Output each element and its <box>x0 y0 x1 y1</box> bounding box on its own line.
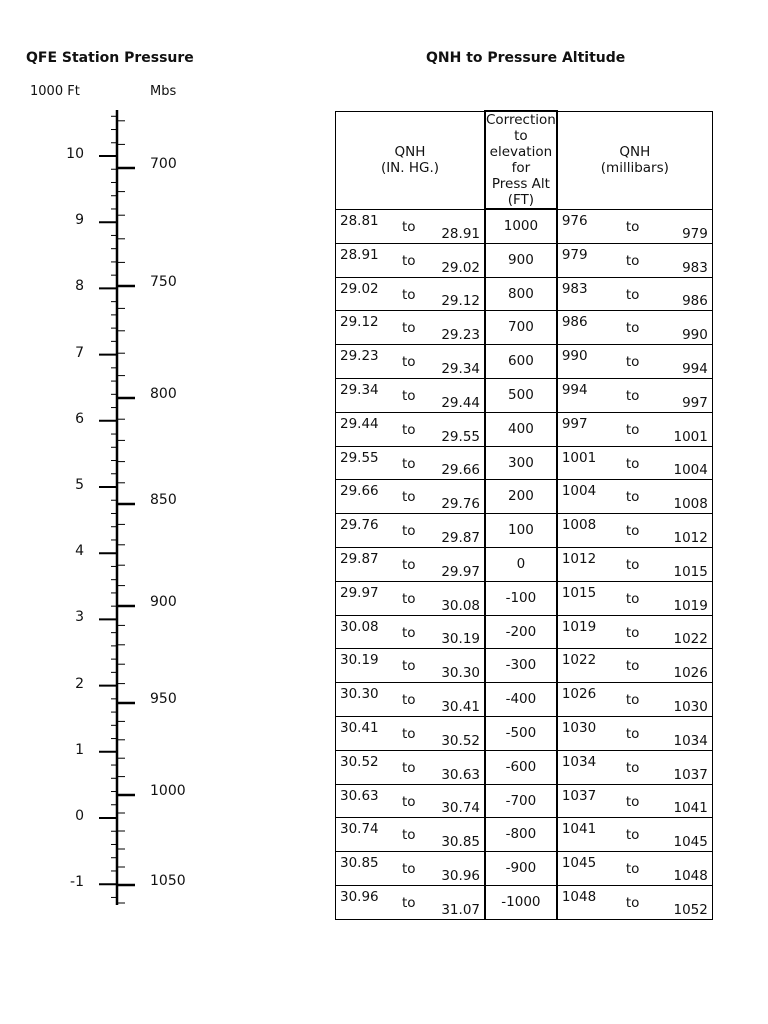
cell-inhg-range <box>336 243 486 277</box>
mb-to: 1015 <box>673 563 708 580</box>
pressure-scale <box>0 0 200 1024</box>
to-word: to <box>402 421 416 438</box>
correction-value: 400 <box>508 420 534 437</box>
to-word: to <box>625 759 640 776</box>
correction-value: -900 <box>505 860 537 877</box>
mb-from: 994 <box>561 381 588 398</box>
mb-from: 1034 <box>561 753 597 770</box>
correction-value: -400 <box>505 691 537 708</box>
feet-unit-label: 1000 Ft <box>30 84 80 99</box>
cell-correction <box>485 243 557 277</box>
inhg-from: 29.02 <box>340 280 379 297</box>
mb-tick-label: 700 <box>150 156 177 172</box>
inhg-from: 30.85 <box>340 855 379 872</box>
mb-tick-label: 900 <box>150 594 177 610</box>
to-word: to <box>625 590 640 607</box>
mb-to: 1026 <box>673 665 708 682</box>
to-word: to <box>402 455 416 472</box>
inhg-from: 28.91 <box>340 246 379 263</box>
to-word: to <box>625 827 640 844</box>
mb-to: 1001 <box>673 428 708 445</box>
inhg-to: 30.41 <box>441 698 480 715</box>
correction-value: 0 <box>516 555 526 572</box>
cell-correction <box>485 885 557 919</box>
cell-inhg-range <box>336 345 486 379</box>
table-row <box>336 345 713 379</box>
cell-inhg-range <box>336 683 486 717</box>
cell-correction <box>485 683 557 717</box>
inhg-from: 29.76 <box>340 517 379 534</box>
to-word: to <box>625 455 640 472</box>
mb-to: 1048 <box>673 867 708 884</box>
to-word: to <box>402 387 416 404</box>
inhg-to: 29.55 <box>441 428 480 445</box>
ft-tick-label: 4 <box>75 543 84 560</box>
correction-value: 300 <box>508 454 534 471</box>
cell-mb-range <box>557 277 713 311</box>
cell-inhg-range <box>336 615 486 649</box>
correction-value: -500 <box>505 724 537 741</box>
table-row <box>336 750 713 784</box>
to-word: to <box>402 759 416 776</box>
table-row <box>336 547 713 581</box>
to-word: to <box>625 354 640 371</box>
table-row <box>336 885 713 919</box>
inhg-to: 30.63 <box>441 766 480 783</box>
cell-mb-range <box>557 615 713 649</box>
correction-value: 100 <box>508 522 534 539</box>
mb-from: 1015 <box>561 584 597 601</box>
mb-tick-label: 850 <box>150 492 177 508</box>
cell-correction <box>485 581 557 615</box>
to-word: to <box>402 523 416 540</box>
mb-to: 1022 <box>673 631 708 648</box>
inhg-to: 30.30 <box>441 665 480 682</box>
inhg-from: 29.23 <box>340 348 379 365</box>
to-word: to <box>402 658 416 675</box>
cell-mb-range <box>557 784 713 818</box>
to-word: to <box>625 320 640 337</box>
mb-from: 979 <box>561 246 588 263</box>
mb-to: 1012 <box>673 529 708 546</box>
cell-mb-range <box>557 345 713 379</box>
cell-inhg-range <box>336 784 486 818</box>
mb-from: 986 <box>561 314 588 331</box>
mb-from: 1022 <box>561 652 597 669</box>
to-word: to <box>625 489 640 506</box>
cell-correction <box>485 716 557 750</box>
ft-tick-label: 5 <box>75 477 84 493</box>
cell-correction <box>485 852 557 886</box>
cell-mb-range <box>557 716 713 750</box>
table-row <box>336 683 713 717</box>
mb-to: 1004 <box>673 462 708 479</box>
table-row <box>336 480 713 514</box>
to-word: to <box>402 861 416 878</box>
cell-inhg-range <box>336 446 486 480</box>
mb-from: 990 <box>561 348 588 365</box>
to-word: to <box>625 658 640 675</box>
mb-tick-label: 950 <box>150 691 177 707</box>
ft-tick-label: 0 <box>75 808 84 824</box>
ft-tick-label: 2 <box>75 675 84 692</box>
cell-mb-range <box>557 412 713 446</box>
to-word: to <box>625 692 640 709</box>
inhg-to: 30.19 <box>441 631 480 648</box>
cell-correction <box>485 750 557 784</box>
cell-inhg-range <box>336 412 486 446</box>
table-row <box>336 243 713 277</box>
mb-to: 1041 <box>673 800 708 817</box>
correction-value: 1000 <box>503 218 539 234</box>
mb-from: 1026 <box>561 686 597 703</box>
correction-value: 500 <box>508 386 534 403</box>
cell-inhg-range <box>336 649 486 683</box>
inhg-to: 30.85 <box>441 834 480 851</box>
cell-inhg-range <box>336 852 486 886</box>
mb-to: 990 <box>682 327 708 344</box>
table-row <box>336 716 713 750</box>
to-word: to <box>402 320 416 337</box>
ft-tick-label: 3 <box>75 609 84 626</box>
mb-to: 986 <box>682 293 708 310</box>
mb-to: 1045 <box>673 834 708 851</box>
cell-correction <box>485 784 557 818</box>
to-word: to <box>625 725 640 742</box>
to-word: to <box>625 252 640 269</box>
to-word: to <box>625 523 640 540</box>
cell-correction <box>485 378 557 412</box>
mb-from: 1037 <box>561 787 597 804</box>
inhg-to: 30.74 <box>441 800 480 817</box>
header-qnh-inches: QNH (IN. HG.) <box>336 111 486 209</box>
mb-from: 1008 <box>561 517 597 534</box>
to-word: to <box>402 556 416 573</box>
inhg-from: 29.55 <box>340 449 379 466</box>
cell-mb-range <box>557 818 713 852</box>
mb-from: 1001 <box>561 449 597 466</box>
table-row <box>336 581 713 615</box>
ft-tick-label: -1 <box>70 874 84 891</box>
inhg-to: 29.97 <box>441 563 480 580</box>
mb-from: 1045 <box>561 855 597 872</box>
table-row <box>336 784 713 818</box>
to-word: to <box>402 827 416 844</box>
millibar-unit-label: Mbs <box>150 84 177 99</box>
cell-correction <box>485 209 557 243</box>
correction-value: -700 <box>505 792 537 809</box>
cell-correction <box>485 649 557 683</box>
inhg-to: 31.07 <box>441 901 480 918</box>
mb-from: 1004 <box>561 483 597 500</box>
ft-tick-label: 7 <box>75 344 84 361</box>
mb-tick-label: 750 <box>150 274 177 290</box>
correction-value: 600 <box>508 353 534 370</box>
ft-tick-label: 8 <box>75 278 84 295</box>
mb-from: 983 <box>561 280 588 297</box>
cell-correction <box>485 446 557 480</box>
mb-to: 994 <box>682 360 708 377</box>
inhg-to: 29.44 <box>441 394 480 411</box>
correction-value: 700 <box>508 319 534 336</box>
inhg-to: 29.76 <box>441 496 480 513</box>
to-word: to <box>402 218 416 235</box>
to-word: to <box>625 894 640 911</box>
inhg-from: 29.97 <box>340 584 379 601</box>
mb-from: 976 <box>561 212 588 229</box>
cell-mb-range <box>557 649 713 683</box>
ft-tick-label: 1 <box>75 741 84 758</box>
cell-mb-range <box>557 446 713 480</box>
cell-inhg-range <box>336 514 486 548</box>
inhg-from: 30.08 <box>340 618 379 635</box>
cell-mb-range <box>557 243 713 277</box>
cell-inhg-range <box>336 277 486 311</box>
mb-to: 979 <box>682 225 708 242</box>
inhg-to: 29.12 <box>441 293 480 310</box>
mb-to: 1019 <box>673 597 708 614</box>
table-row <box>336 649 713 683</box>
cell-correction <box>485 277 557 311</box>
cell-inhg-range <box>336 818 486 852</box>
table-row <box>336 209 713 243</box>
cell-correction <box>485 514 557 548</box>
correction-value: -100 <box>505 589 537 606</box>
mb-to: 997 <box>682 394 708 411</box>
cell-inhg-range <box>336 480 486 514</box>
inhg-from: 30.52 <box>340 753 379 770</box>
mb-to: 1052 <box>673 901 708 918</box>
cell-mb-range <box>557 885 713 919</box>
ft-tick-label: 9 <box>75 212 84 229</box>
cell-correction <box>485 615 557 649</box>
to-word: to <box>402 354 416 371</box>
mb-from: 1019 <box>561 618 597 635</box>
inhg-from: 30.19 <box>340 652 379 669</box>
to-word: to <box>402 793 416 810</box>
header-qnh-millibars: QNH (millibars) <box>557 111 713 209</box>
cell-mb-range <box>557 683 713 717</box>
to-word: to <box>402 252 416 269</box>
inhg-from: 29.34 <box>340 381 379 398</box>
cell-correction <box>485 311 557 345</box>
inhg-to: 30.08 <box>441 597 480 614</box>
table-row <box>336 514 713 548</box>
header-correction: Correction to elevation for Press Alt (FT) <box>486 112 556 208</box>
mb-to: 1034 <box>673 732 708 749</box>
correction-value: -600 <box>505 758 537 775</box>
qfe-title: QFE Station Pressure <box>26 50 194 66</box>
cell-inhg-range <box>336 716 486 750</box>
to-word: to <box>625 387 640 404</box>
to-word: to <box>402 489 416 506</box>
cell-mb-range <box>557 750 713 784</box>
to-word: to <box>625 624 640 641</box>
cell-mb-range <box>557 581 713 615</box>
cell-mb-range <box>557 311 713 345</box>
inhg-to: 29.23 <box>441 327 480 344</box>
table-row <box>336 378 713 412</box>
table-row <box>336 852 713 886</box>
cell-mb-range <box>557 547 713 581</box>
cell-inhg-range <box>336 311 486 345</box>
inhg-from: 29.44 <box>340 415 379 432</box>
to-word: to <box>625 286 640 303</box>
mb-tick-label: 1050 <box>150 873 186 889</box>
cell-inhg-range <box>336 885 486 919</box>
inhg-from: 28.81 <box>340 212 379 229</box>
table-row <box>336 615 713 649</box>
table-row <box>336 446 713 480</box>
inhg-to: 29.02 <box>441 259 480 276</box>
cell-inhg-range <box>336 378 486 412</box>
mb-from: 997 <box>561 415 588 432</box>
inhg-to: 29.34 <box>441 360 480 377</box>
inhg-to: 29.66 <box>441 462 480 479</box>
cell-mb-range <box>557 209 713 243</box>
correction-value: 900 <box>508 251 534 268</box>
table-row <box>336 412 713 446</box>
correction-value: -300 <box>505 657 537 674</box>
to-word: to <box>402 286 416 303</box>
mb-to: 1008 <box>673 496 708 513</box>
correction-value: -200 <box>505 623 537 640</box>
mb-from: 1030 <box>561 719 597 736</box>
inhg-to: 30.52 <box>441 732 480 749</box>
cell-inhg-range <box>336 581 486 615</box>
correction-value: -1000 <box>501 893 541 910</box>
correction-value: -800 <box>505 826 537 843</box>
ft-tick-label: 10 <box>66 146 84 162</box>
inhg-to: 30.96 <box>441 867 480 884</box>
table-row <box>336 311 713 345</box>
mb-tick-label: 1000 <box>150 783 186 799</box>
to-word: to <box>625 421 640 438</box>
to-word: to <box>402 725 416 742</box>
correction-value: 800 <box>508 285 534 302</box>
cell-inhg-range <box>336 209 486 243</box>
cell-mb-range <box>557 480 713 514</box>
cell-inhg-range <box>336 750 486 784</box>
inhg-from: 30.96 <box>340 888 379 905</box>
to-word: to <box>625 218 640 235</box>
mb-to: 1037 <box>673 766 708 783</box>
table-row <box>336 818 713 852</box>
cell-correction <box>485 412 557 446</box>
mb-tick-label: 800 <box>150 386 177 402</box>
inhg-from: 30.74 <box>340 821 379 838</box>
to-word: to <box>625 793 640 810</box>
cell-correction <box>485 818 557 852</box>
cell-correction <box>485 480 557 514</box>
cell-correction <box>485 345 557 379</box>
mb-to: 1030 <box>673 698 708 715</box>
cell-correction <box>485 547 557 581</box>
cell-mb-range <box>557 378 713 412</box>
cell-mb-range <box>557 514 713 548</box>
inhg-from: 29.66 <box>340 483 379 500</box>
mb-from: 1012 <box>561 550 597 567</box>
to-word: to <box>625 556 640 573</box>
to-word: to <box>402 624 416 641</box>
inhg-to: 29.87 <box>441 529 480 546</box>
inhg-from: 29.12 <box>340 314 379 331</box>
qnh-pressure-altitude-table <box>335 110 713 920</box>
inhg-from: 30.63 <box>340 787 379 804</box>
inhg-from: 29.87 <box>340 550 379 567</box>
to-word: to <box>402 590 416 607</box>
mb-from: 1041 <box>561 821 597 838</box>
to-word: to <box>625 861 640 878</box>
table-row <box>336 277 713 311</box>
qnh-table-title: QNH to Pressure Altitude <box>426 50 626 66</box>
correction-value: 200 <box>508 488 534 505</box>
cell-inhg-range <box>336 547 486 581</box>
inhg-to: 28.91 <box>441 225 480 242</box>
to-word: to <box>402 692 416 709</box>
to-word: to <box>402 894 416 911</box>
cell-mb-range <box>557 852 713 886</box>
ft-tick-label: 6 <box>75 410 84 427</box>
inhg-from: 30.30 <box>340 686 379 703</box>
inhg-from: 30.41 <box>340 719 379 736</box>
mb-from: 1048 <box>561 888 597 905</box>
mb-to: 983 <box>682 259 708 276</box>
